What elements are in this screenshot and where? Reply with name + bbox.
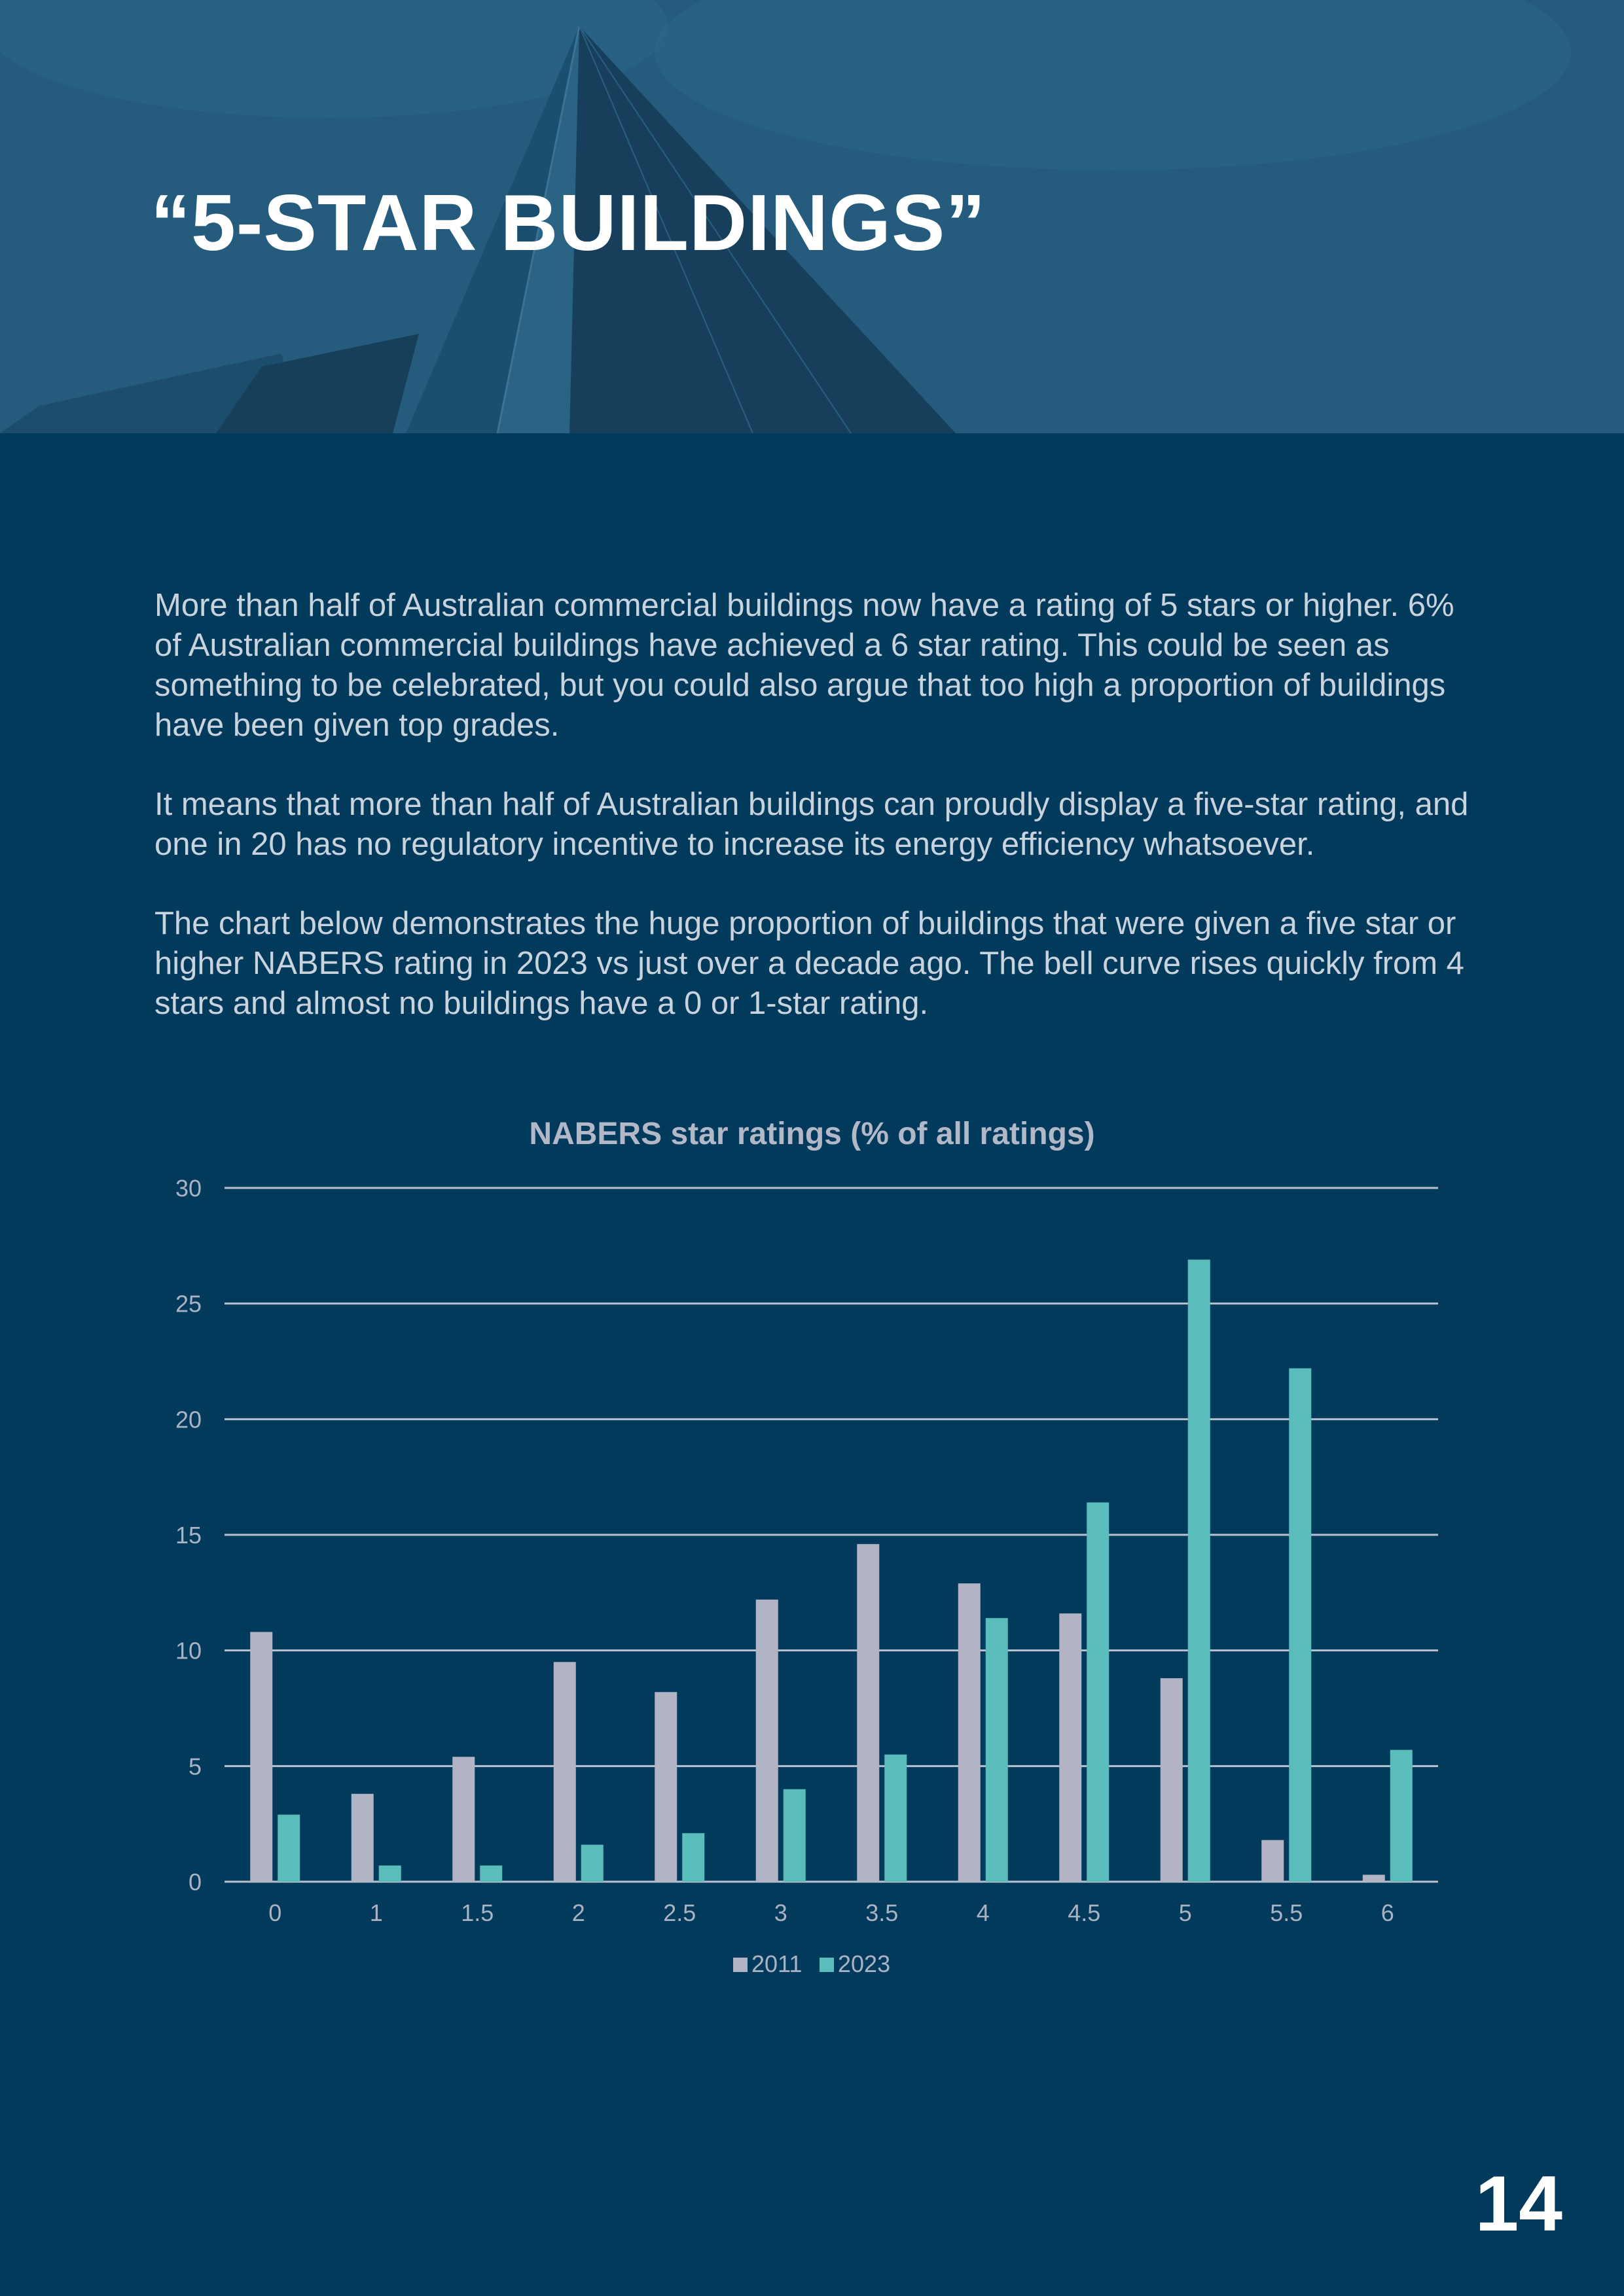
y-tick-label: 20 bbox=[175, 1406, 202, 1433]
page-number: 14 bbox=[1475, 2160, 1562, 2248]
bar-2023 bbox=[784, 1789, 806, 1882]
body-text bbox=[154, 586, 1490, 1063]
legend-swatch bbox=[733, 1958, 748, 1972]
paragraph: More than half of Australian commercial buildings now have a rating of 5 stars or higher. 6% of Australian commercial buildings have achieved a 6 star rating. This could be seen as something to be celebrated, but you could also argue that too high a proportion of buildings have been given top grades. bbox=[154, 588, 1454, 743]
bar-2023 bbox=[581, 1844, 604, 1882]
y-tick-label: 5 bbox=[188, 1753, 202, 1780]
bar-2011 bbox=[857, 1544, 879, 1882]
x-tick-label: 0 bbox=[268, 1899, 282, 1926]
bar-2011 bbox=[1059, 1613, 1081, 1882]
paragraph: It means that more than half of Australian buildings can proudly display a five-star rating, and one in 20 has no regulatory incentive to increase its energy efficiency whatsoever. bbox=[154, 787, 1469, 862]
bar-2023 bbox=[884, 1755, 907, 1882]
bar-2023 bbox=[379, 1865, 401, 1882]
chart-title: NABERS star ratings (% of all ratings) bbox=[529, 1117, 1095, 1151]
x-tick-label: 5.5 bbox=[1270, 1899, 1303, 1926]
bar-2011 bbox=[1261, 1840, 1284, 1882]
x-tick-label: 4 bbox=[976, 1899, 990, 1926]
y-tick-label: 30 bbox=[175, 1175, 202, 1202]
bar-2011 bbox=[655, 1692, 677, 1882]
x-tick-label: 6 bbox=[1380, 1899, 1394, 1926]
bar-2011 bbox=[554, 1662, 576, 1882]
bar-2023 bbox=[1390, 1750, 1413, 1882]
legend-swatch bbox=[820, 1958, 834, 1972]
legend-label: 2011 bbox=[751, 1950, 803, 1977]
bar-2011 bbox=[452, 1757, 475, 1882]
bar-2011 bbox=[756, 1600, 778, 1882]
y-tick-label: 15 bbox=[175, 1522, 202, 1549]
legend-label: 2023 bbox=[838, 1950, 891, 1977]
x-tick-label: 2 bbox=[571, 1899, 585, 1926]
bar-2023 bbox=[1188, 1260, 1210, 1882]
x-tick-label: 1 bbox=[369, 1899, 383, 1926]
y-tick-label: 25 bbox=[175, 1290, 202, 1318]
bar-2023 bbox=[986, 1618, 1008, 1882]
page-title: “5-STAR BUILDINGS” bbox=[151, 178, 986, 267]
bar-2023 bbox=[1289, 1369, 1311, 1882]
bar-2011 bbox=[958, 1583, 981, 1882]
bar-2023 bbox=[682, 1833, 704, 1882]
x-tick-label: 3.5 bbox=[865, 1899, 899, 1926]
x-tick-label: 3 bbox=[774, 1899, 787, 1926]
x-tick-label: 1.5 bbox=[461, 1899, 494, 1926]
paragraph: The chart below demonstrates the huge proportion of buildings that were given a five star or higher NABERS rating in 2023 vs just over a decade ago. The bell curve rises quickly from 4 stars and almost no buildings have a 0 or 1-star rating. bbox=[154, 906, 1464, 1021]
y-tick-label: 0 bbox=[188, 1869, 202, 1895]
bar-2011 bbox=[1363, 1874, 1385, 1882]
x-tick-label: 2.5 bbox=[663, 1899, 696, 1926]
x-tick-label: 5 bbox=[1178, 1899, 1192, 1926]
y-tick-label: 10 bbox=[175, 1637, 202, 1664]
bar-2011 bbox=[352, 1794, 374, 1882]
bar-2023 bbox=[480, 1865, 502, 1882]
bar-2023 bbox=[278, 1815, 300, 1882]
x-tick-label: 4.5 bbox=[1068, 1899, 1101, 1926]
bar-2023 bbox=[1087, 1503, 1109, 1882]
hero-banner bbox=[0, 0, 1624, 433]
bar-chart bbox=[0, 1152, 1624, 1996]
bar-2011 bbox=[250, 1632, 272, 1882]
bar-2011 bbox=[1161, 1678, 1183, 1882]
